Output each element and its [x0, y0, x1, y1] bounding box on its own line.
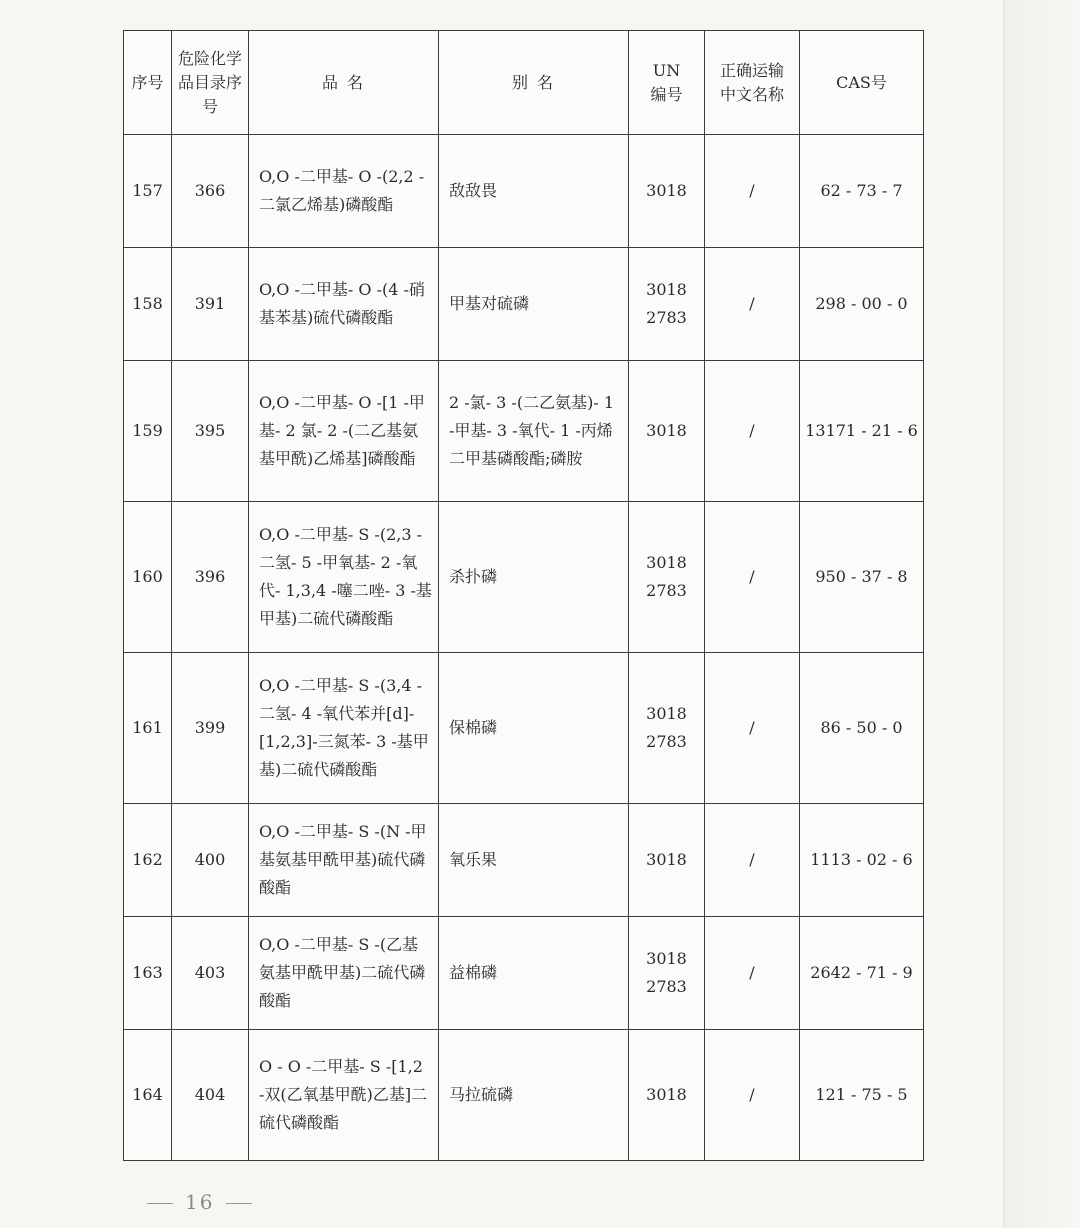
- cell-transport-name: /: [705, 502, 800, 653]
- footer-dash-left: [147, 1203, 173, 1204]
- cell-catalog-no: 391: [172, 248, 249, 361]
- cell-un: 3018: [629, 135, 705, 248]
- header-un: UN编号: [629, 31, 705, 135]
- header-alias: 别 名: [439, 31, 629, 135]
- cell-name: O,O -二甲基- S -(3,4 -二氢- 4 -氧代苯并[d]-[1,2,3]-三氮苯- 3 -基甲基)二硫代磷酸酯: [249, 653, 439, 804]
- cell-transport-name: /: [705, 917, 800, 1030]
- cell-catalog-no: 396: [172, 502, 249, 653]
- cell-cas: 121 - 75 - 5: [800, 1030, 924, 1161]
- cell-name: O,O -二甲基- O -(4 -硝基苯基)硫代磷酸酯: [249, 248, 439, 361]
- cell-transport-name: /: [705, 361, 800, 502]
- table-row: [124, 135, 924, 248]
- chemical-table: [123, 30, 924, 1161]
- cell-un: 3018: [629, 1030, 705, 1161]
- cell-transport-name: /: [705, 1030, 800, 1161]
- table-row: [124, 1030, 924, 1161]
- cell-cas: 2642 - 71 - 9: [800, 917, 924, 1030]
- cell-catalog-no: 403: [172, 917, 249, 1030]
- cell-alias: 杀扑磷: [439, 502, 629, 653]
- page-edge: [1003, 0, 1080, 1228]
- cell-alias: 甲基对硫磷: [439, 248, 629, 361]
- cell-un: 3018 2783: [629, 248, 705, 361]
- cell-alias: 马拉硫磷: [439, 1030, 629, 1161]
- table-row: [124, 917, 924, 1030]
- cell-cas: 950 - 37 - 8: [800, 502, 924, 653]
- cell-name: O - O -二甲基- S -[1,2 -双(乙氧基甲酰)乙基]二硫代磷酸酯: [249, 1030, 439, 1161]
- cell-seq: 164: [124, 1030, 172, 1161]
- cell-cas: 62 - 73 - 7: [800, 135, 924, 248]
- cell-name: O,O -二甲基- S -(N -甲基氨基甲酰甲基)硫代磷酸酯: [249, 804, 439, 917]
- header-transport-name: 正确运输中文名称: [705, 31, 800, 135]
- header-name: 品 名: [249, 31, 439, 135]
- cell-un: 3018 2783: [629, 917, 705, 1030]
- page-number: 16: [185, 1190, 215, 1214]
- cell-cas: 13171 - 21 - 6: [800, 361, 924, 502]
- cell-cas: 86 - 50 - 0: [800, 653, 924, 804]
- cell-un: 3018 2783: [629, 653, 705, 804]
- cell-seq: 162: [124, 804, 172, 917]
- cell-name: O,O -二甲基- O -[1 -甲基- 2 氯- 2 -(二乙基氨基甲酰)乙烯基]磷酸酯: [249, 361, 439, 502]
- cell-catalog-no: 400: [172, 804, 249, 917]
- header-row: [124, 31, 924, 135]
- footer-dash-right: [226, 1203, 252, 1204]
- cell-catalog-no: 399: [172, 653, 249, 804]
- page-footer: [135, 1190, 264, 1214]
- cell-un: 3018 2783: [629, 502, 705, 653]
- cell-alias: 2 -氯- 3 -(二乙氨基)- 1 -甲基- 3 -氧代- 1 -丙烯二甲基磷酸酯;磷胺: [439, 361, 629, 502]
- cell-alias: 保棉磷: [439, 653, 629, 804]
- header-seq: 序号: [124, 31, 172, 135]
- table-row: [124, 361, 924, 502]
- table-row: [124, 248, 924, 361]
- cell-seq: 161: [124, 653, 172, 804]
- table-row: [124, 804, 924, 917]
- cell-seq: 160: [124, 502, 172, 653]
- cell-catalog-no: 366: [172, 135, 249, 248]
- cell-seq: 158: [124, 248, 172, 361]
- header-cas: CAS号: [800, 31, 924, 135]
- cell-alias: 氧乐果: [439, 804, 629, 917]
- cell-name: O,O -二甲基- S -(乙基氨基甲酰甲基)二硫代磷酸酯: [249, 917, 439, 1030]
- cell-transport-name: /: [705, 135, 800, 248]
- cell-catalog-no: 404: [172, 1030, 249, 1161]
- cell-alias: 敌敌畏: [439, 135, 629, 248]
- header-catalog-no: 危险化学品目录序号: [172, 31, 249, 135]
- cell-seq: 159: [124, 361, 172, 502]
- cell-cas: 1113 - 02 - 6: [800, 804, 924, 917]
- cell-transport-name: /: [705, 248, 800, 361]
- cell-un: 3018: [629, 361, 705, 502]
- cell-transport-name: /: [705, 804, 800, 917]
- table-row: [124, 653, 924, 804]
- table-row: [124, 502, 924, 653]
- cell-alias: 益棉磷: [439, 917, 629, 1030]
- cell-transport-name: /: [705, 653, 800, 804]
- cell-name: O,O -二甲基- O -(2,2 -二氯乙烯基)磷酸酯: [249, 135, 439, 248]
- cell-seq: 157: [124, 135, 172, 248]
- cell-seq: 163: [124, 917, 172, 1030]
- cell-name: O,O -二甲基- S -(2,3 -二氢- 5 -甲氧基- 2 -氧代- 1,3,4 -噻二唑- 3 -基甲基)二硫代磷酸酯: [249, 502, 439, 653]
- cell-un: 3018: [629, 804, 705, 917]
- cell-catalog-no: 395: [172, 361, 249, 502]
- cell-cas: 298 - 00 - 0: [800, 248, 924, 361]
